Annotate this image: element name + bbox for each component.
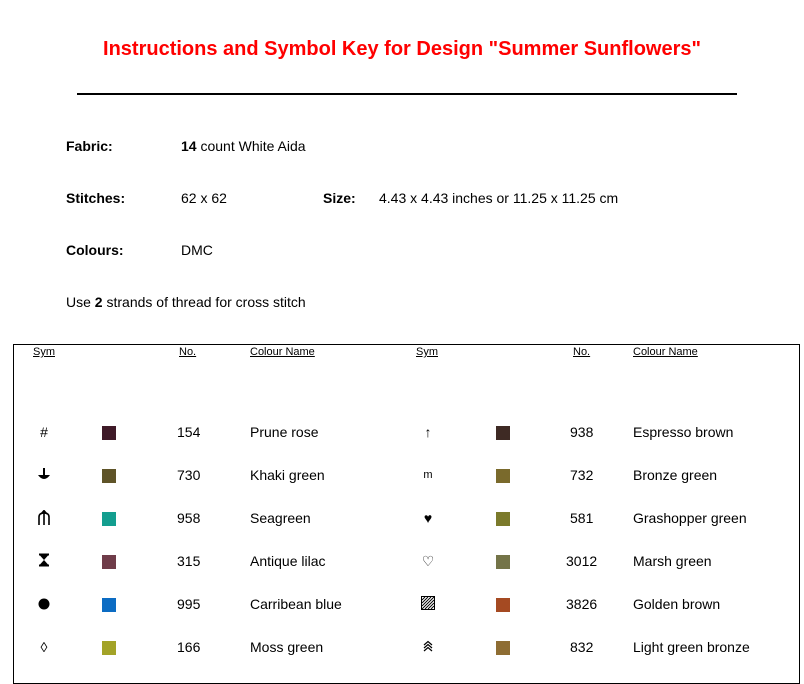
colour-name: Bronze green bbox=[633, 467, 718, 483]
colour-swatch bbox=[102, 426, 116, 440]
outline-heart-icon: ♡ bbox=[421, 553, 435, 569]
anchor-icon bbox=[34, 467, 54, 483]
dmc-number: 3826 bbox=[566, 596, 598, 612]
filled-heart-icon: ♥ bbox=[423, 510, 433, 526]
fabric-value bbox=[181, 138, 306, 154]
colour-swatch bbox=[496, 512, 510, 526]
colour-name: Light green bronze bbox=[633, 639, 750, 655]
colour-swatch bbox=[102, 469, 116, 483]
dmc-number: 166 bbox=[177, 639, 201, 655]
colour-name: Carribean blue bbox=[250, 596, 342, 612]
colour-swatch bbox=[102, 512, 116, 526]
colour-swatch bbox=[496, 426, 510, 440]
dmc-number: 581 bbox=[570, 510, 594, 526]
colour-name: Espresso brown bbox=[633, 424, 734, 440]
hash-icon: # bbox=[40, 424, 48, 440]
filled-circle-icon bbox=[34, 596, 54, 612]
arrow-up-icon: ↑ bbox=[424, 424, 432, 440]
stitches-value: 62 x 62 bbox=[181, 190, 227, 206]
strand-count: 2 bbox=[94, 294, 103, 310]
double-chevron-up-icon bbox=[418, 639, 438, 653]
arch-arrow-icon bbox=[34, 510, 54, 526]
instruction-pre: Use bbox=[66, 294, 95, 310]
colour-swatch bbox=[102, 555, 116, 569]
colours-value: DMC bbox=[181, 242, 213, 258]
header-name-left: Colour Name bbox=[250, 346, 315, 358]
dmc-number: 732 bbox=[570, 467, 594, 483]
colour-swatch bbox=[102, 598, 116, 612]
letter-m-icon: m bbox=[423, 469, 433, 481]
colour-swatch bbox=[496, 641, 510, 655]
colour-name: Grashopper green bbox=[633, 510, 747, 526]
header-no-left: No. bbox=[179, 346, 197, 358]
dmc-number: 995 bbox=[177, 596, 201, 612]
colour-name: Prune rose bbox=[250, 424, 319, 440]
colour-name: Moss green bbox=[250, 639, 324, 655]
colour-swatch bbox=[496, 598, 510, 612]
colour-name: Seagreen bbox=[250, 510, 311, 526]
fabric-count: 14 bbox=[181, 138, 197, 154]
colour-swatch bbox=[496, 555, 510, 569]
colour-swatch bbox=[102, 641, 116, 655]
dmc-number: 938 bbox=[570, 424, 594, 440]
page-title: Instructions and Symbol Key for Design "Summer Sunflowers" bbox=[103, 38, 701, 60]
colour-name: Golden brown bbox=[633, 596, 721, 612]
strands-instruction bbox=[66, 294, 306, 310]
colour-swatch bbox=[496, 469, 510, 483]
dmc-number: 832 bbox=[570, 639, 594, 655]
dmc-number: 154 bbox=[177, 424, 201, 440]
header-no-right: No. bbox=[573, 346, 591, 358]
title-underline bbox=[77, 93, 737, 95]
colours-label: Colours: bbox=[66, 242, 124, 258]
diamond-outline-icon: ◊ bbox=[40, 639, 48, 655]
fabric-label: Fabric: bbox=[66, 138, 113, 154]
header-sym-left: Sym bbox=[33, 346, 55, 358]
dmc-number: 3012 bbox=[566, 553, 598, 569]
colour-name: Antique lilac bbox=[250, 553, 326, 569]
size-value: 4.43 x 4.43 inches or 11.25 x 11.25 cm bbox=[379, 190, 619, 206]
hourglass-icon bbox=[34, 553, 54, 567]
colour-name: Marsh green bbox=[633, 553, 712, 569]
dmc-number: 730 bbox=[177, 467, 201, 483]
header-name-right: Colour Name bbox=[633, 346, 698, 358]
instruction-post: strands of thread for cross stitch bbox=[102, 294, 306, 310]
dmc-number: 958 bbox=[177, 510, 201, 526]
size-label: Size: bbox=[323, 190, 356, 206]
dmc-number: 315 bbox=[177, 553, 201, 569]
colour-name: Khaki green bbox=[250, 467, 325, 483]
stitches-label: Stitches: bbox=[66, 190, 126, 206]
hatched-square-icon bbox=[418, 596, 438, 610]
fabric-description: count White Aida bbox=[196, 138, 306, 154]
header-sym-right: Sym bbox=[416, 346, 438, 358]
